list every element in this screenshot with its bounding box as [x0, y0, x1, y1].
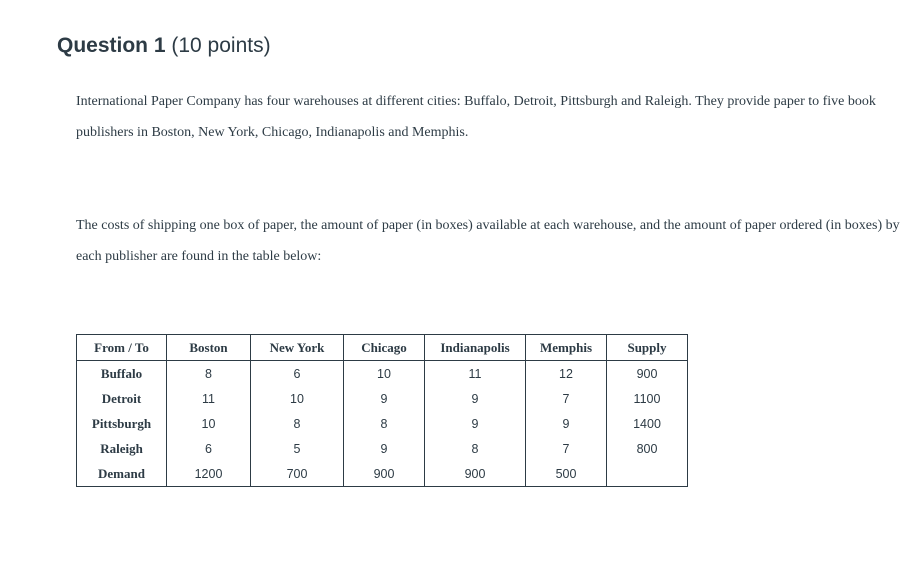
question-title — [57, 34, 271, 58]
header-from-to: From / To — [77, 335, 167, 361]
table-cell: 11 — [425, 361, 526, 387]
table-cell: 1100 — [607, 386, 688, 411]
header-chicago: Chicago — [344, 335, 425, 361]
row-label-demand: Demand — [77, 461, 167, 487]
table-cell: 9 — [344, 386, 425, 411]
table-cell: 10 — [251, 386, 344, 411]
table-cell: 500 — [526, 461, 607, 487]
table-row — [77, 436, 688, 461]
table-cell: 6 — [251, 361, 344, 387]
header-memphis: Memphis — [526, 335, 607, 361]
table-cell: 10 — [167, 411, 251, 436]
header-boston: Boston — [167, 335, 251, 361]
table-cell: 12 — [526, 361, 607, 387]
table-header-row — [77, 335, 688, 361]
question-points: (10 points) — [171, 34, 271, 57]
question-name: Question 1 — [57, 34, 166, 57]
row-label-detroit: Detroit — [77, 386, 167, 411]
table-row — [77, 361, 688, 387]
header-indianapolis: Indianapolis — [425, 335, 526, 361]
table-cell — [607, 461, 688, 487]
table-row — [77, 411, 688, 436]
table-cell: 800 — [607, 436, 688, 461]
table-cell: 900 — [344, 461, 425, 487]
question-paragraph-table-intro: The costs of shipping one box of paper, the amount of paper (in boxes) available at each warehouse, and the amount of paper ordered (in boxes) by each publisher are found in the table below: — [76, 218, 900, 264]
table-cell: 7 — [526, 386, 607, 411]
table-row — [77, 461, 688, 487]
header-supply: Supply — [607, 335, 688, 361]
table-cell: 9 — [344, 436, 425, 461]
table-cell: 1200 — [167, 461, 251, 487]
table-cell: 1400 — [607, 411, 688, 436]
table-cell: 11 — [167, 386, 251, 411]
header-new-york: New York — [251, 335, 344, 361]
table-cell: 9 — [425, 386, 526, 411]
row-label-pittsburgh: Pittsburgh — [77, 411, 167, 436]
table-cell: 5 — [251, 436, 344, 461]
shipping-cost-table — [76, 334, 688, 487]
row-label-raleigh: Raleigh — [77, 436, 167, 461]
table-row — [77, 386, 688, 411]
table-cell: 700 — [251, 461, 344, 487]
question-paragraph-intro: International Paper Company has four warehouses at different cities: Buffalo, Detroit, Pittsburgh and Raleigh. They provide paper to five book publishers in Boston, New York, Chicago, Indianapolis and Memphis. — [76, 94, 876, 140]
table-cell: 7 — [526, 436, 607, 461]
row-label-buffalo: Buffalo — [77, 361, 167, 387]
table-cell: 9 — [526, 411, 607, 436]
table-cell: 900 — [425, 461, 526, 487]
table-cell: 10 — [344, 361, 425, 387]
table-cell: 8 — [425, 436, 526, 461]
table-cell: 9 — [425, 411, 526, 436]
table-cell: 8 — [344, 411, 425, 436]
table-cell: 8 — [251, 411, 344, 436]
table-cell: 8 — [167, 361, 251, 387]
table-cell: 900 — [607, 361, 688, 387]
table-cell: 6 — [167, 436, 251, 461]
